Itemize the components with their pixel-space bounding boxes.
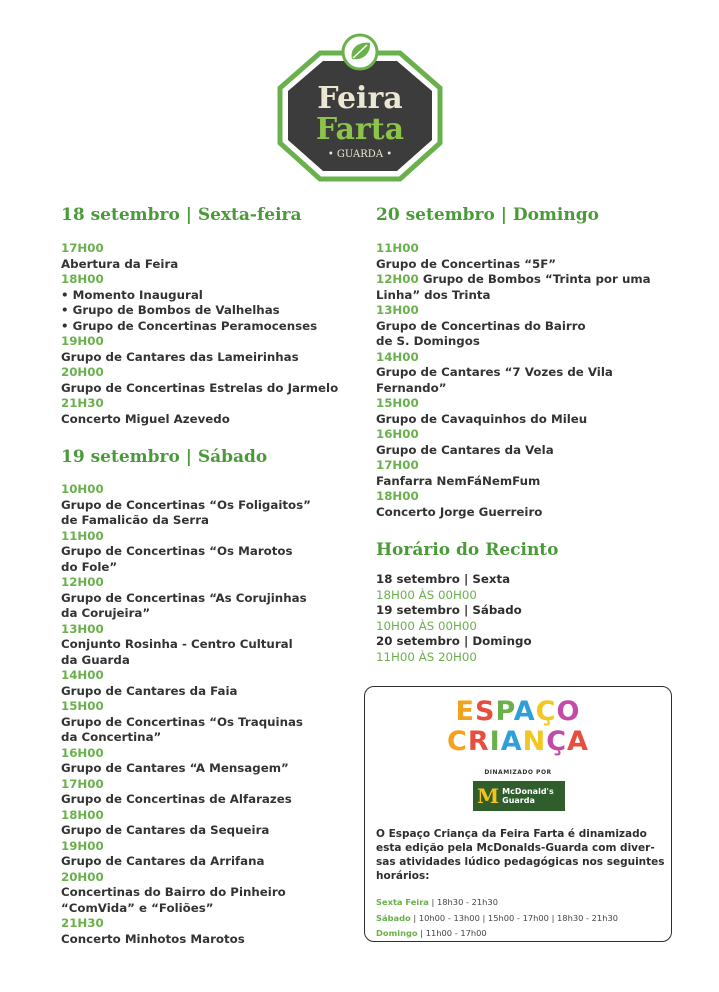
day-19-title: 19 setembro | Sábado xyxy=(61,447,268,467)
schedule-item xyxy=(61,808,351,839)
schedule-time: 20H00 xyxy=(61,869,104,884)
title-letter: A xyxy=(513,696,536,727)
schedule-time: 21H30 xyxy=(61,396,104,410)
espaco-hours-row xyxy=(376,895,671,911)
venue-hours-list xyxy=(376,572,676,665)
schedule-act: da Concertina” xyxy=(61,730,162,744)
schedule-act: do Fole” xyxy=(61,559,118,574)
venue-hours-item xyxy=(376,603,676,634)
logo-word-feira: Feira xyxy=(317,81,403,116)
schedule-item xyxy=(61,777,351,808)
schedule-time: 15H00 xyxy=(376,396,419,410)
schedule-time: 16H00 xyxy=(376,427,419,441)
day-19-section xyxy=(61,446,351,947)
espaco-hours-times: | 10h00 - 13h00 | 15h00 - 17h00 | 18h30 - 21h30 xyxy=(410,912,619,923)
schedule-act: de S. Domingos xyxy=(376,334,480,348)
title-letter: P xyxy=(495,696,514,727)
espaco-hours-day: Sábado xyxy=(376,912,411,923)
espaco-hours xyxy=(376,895,671,942)
schedule-act: Grupo de Cantares das Lameirinhas xyxy=(61,349,299,364)
day-18-section xyxy=(61,204,351,427)
schedule-act: • Grupo de Concertinas Peramocenses xyxy=(61,318,318,333)
schedule-act: Grupo de Concertinas “Os Marotos xyxy=(61,544,293,558)
mcdonalds-arches-icon: M xyxy=(477,784,500,808)
schedule-time: 20H00 xyxy=(61,365,104,379)
schedule-act: Grupo de Cantares “7 Vozes de Vila xyxy=(376,365,613,379)
sponsor-name-line1: McDonald's xyxy=(502,787,554,796)
description-line: O Espaço Criança da Feira Farta é dinamizado xyxy=(376,828,647,840)
title-letter: Ç xyxy=(535,696,557,727)
schedule-item xyxy=(61,839,351,870)
schedule-act: Grupo de Concertinas “Os Traquinas xyxy=(61,714,303,729)
schedule-time: 18H00 xyxy=(61,272,104,286)
title-letter: A xyxy=(567,726,589,757)
venue-day: 18 setembro | Sexta xyxy=(376,572,511,586)
schedule-item xyxy=(61,529,351,576)
schedule-act: “ComVida” e “Foliões” xyxy=(61,900,214,915)
schedule-time: 10H00 xyxy=(61,482,104,496)
schedule-act: Grupo de Cantares da Vela xyxy=(376,442,554,457)
schedule-item xyxy=(376,427,676,458)
schedule-act: Fanfarra NemFáNemFum xyxy=(376,473,541,488)
schedule-act: da Guarda xyxy=(61,652,130,667)
schedule-act: Concertinas do Bairro do Pinheiro xyxy=(61,885,286,899)
schedule-time: 15H00 xyxy=(61,699,104,713)
schedule-item xyxy=(61,241,351,272)
schedule-act: Abertura da Feira xyxy=(61,256,179,271)
schedule-time: 14H00 xyxy=(61,668,104,682)
schedule-item xyxy=(376,458,676,489)
day-20-title: 20 setembro | Domingo xyxy=(376,205,599,225)
schedule-act: da Corujeira” xyxy=(61,606,151,620)
logo-word-guarda: • GUARDA • xyxy=(327,149,393,160)
schedule-act: Grupo de Concertinas de Alfarazes xyxy=(61,792,292,806)
schedule-act: de Famalicão da Serra xyxy=(61,513,209,527)
title-letter: I xyxy=(489,726,501,757)
espaco-hours-row xyxy=(376,911,671,927)
day-20-schedule xyxy=(376,241,676,520)
espaco-hours-day: Domingo xyxy=(376,928,418,938)
venue-hours: 10H00 ÀS 00H00 xyxy=(376,618,477,633)
venue-hours-section xyxy=(376,539,676,665)
schedule-item xyxy=(376,241,676,272)
title-letter: Ç xyxy=(546,726,568,757)
schedule-act: Grupo de Concertinas do Bairro xyxy=(376,318,586,333)
schedule-time: 13H00 xyxy=(61,621,104,636)
schedule-act: Grupo de Cantares “A Mensagem” xyxy=(61,761,289,775)
espaco-hours-times: | 18h30 - 21h30 xyxy=(428,897,498,907)
schedule-act: Grupo de Cavaquinhos do Mileu xyxy=(376,411,588,426)
schedule-act: Concerto Minhotos Marotos xyxy=(61,931,245,946)
venue-hours-item xyxy=(376,634,676,665)
schedule-act: Grupo de Cantares da Sequeira xyxy=(61,823,270,837)
espaco-crianca-title xyxy=(365,697,671,757)
schedule-time: 12H00 xyxy=(376,272,419,286)
sponsored-by-label: DINAMIZADO POR xyxy=(484,769,552,776)
schedule-time: 11H00 xyxy=(376,241,419,255)
schedule-time: 17H00 xyxy=(61,776,104,791)
venue-day: 19 setembro | Sábado xyxy=(376,603,522,617)
description-line: sas atividades lúdico pedagógicas nos seguintes xyxy=(376,856,665,868)
schedule-act: Grupo de Cantares da Faia xyxy=(61,683,238,698)
schedule-time: 14H00 xyxy=(376,349,419,364)
schedule-time: 17H00 xyxy=(61,241,104,255)
schedule-time: 21H30 xyxy=(61,916,104,930)
schedule-time: 17H00 xyxy=(376,458,419,472)
mcdonalds-guarda-logo xyxy=(473,781,565,811)
espaco-hours-day: Sexta Feira xyxy=(376,897,429,907)
day-18-title: 18 setembro | Sexta-feira xyxy=(61,205,302,225)
schedule-item xyxy=(61,272,351,334)
venue-day: 20 setembro | Domingo xyxy=(376,634,532,648)
schedule-time: 19H00 xyxy=(61,334,104,348)
schedule-time: 19H00 xyxy=(61,838,104,853)
schedule-act: Conjunto Rosinha - Centro Cultural xyxy=(61,637,293,651)
schedule-item xyxy=(61,870,351,917)
logo-graphic xyxy=(275,33,445,183)
schedule-time: 18H00 xyxy=(376,489,419,503)
espaco-description xyxy=(376,827,666,883)
schedule-item xyxy=(61,575,351,622)
schedule-time: 13H00 xyxy=(376,303,419,317)
sponsor-name xyxy=(502,787,554,805)
day-18-schedule xyxy=(61,241,351,427)
schedule-item xyxy=(376,272,676,303)
schedule-item xyxy=(61,668,351,699)
schedule-act: Grupo de Concertinas “As Corujinhas xyxy=(61,590,307,605)
sponsor-name-line2: Guarda xyxy=(502,796,535,805)
feira-farta-logo xyxy=(275,33,445,183)
schedule-item xyxy=(61,365,351,396)
schedule-act: Grupo de Concertinas “Os Foligaitos” xyxy=(61,497,311,512)
schedule-time: 11H00 xyxy=(61,528,104,543)
schedule-act: Grupo de Concertinas Estrelas do Jarmelo xyxy=(61,380,339,395)
schedule-act: • Grupo de Bombos de Valhelhas xyxy=(61,303,280,317)
description-line: horários: xyxy=(376,870,430,882)
title-letter: A xyxy=(500,726,523,757)
espaco-hours-row xyxy=(376,926,671,942)
venue-hours-item xyxy=(376,572,676,603)
schedule-act: Linha” dos Trinta xyxy=(376,287,491,302)
schedule-item xyxy=(376,489,676,520)
crianca-word xyxy=(365,727,671,757)
title-letter: C xyxy=(447,726,468,757)
espaco-hours-times: | 11h00 - 17h00 xyxy=(417,928,487,938)
venue-hours-title: Horário do Recinto xyxy=(376,540,559,560)
day-19-schedule xyxy=(61,482,351,947)
title-letter: O xyxy=(556,696,581,727)
schedule-item xyxy=(61,699,351,746)
espaco-word xyxy=(365,697,671,727)
description-line: esta edição pela McDonalds-Guarda com diver- xyxy=(376,842,655,854)
schedule-act: Concerto Miguel Azevedo xyxy=(61,411,230,426)
schedule-act: Grupo de Bombos “Trinta por uma xyxy=(418,272,651,286)
schedule-item xyxy=(61,482,351,529)
schedule-item xyxy=(61,746,351,777)
title-letter: R xyxy=(467,726,490,757)
schedule-act: Grupo de Concertinas “5F” xyxy=(376,256,557,271)
schedule-act: Grupo de Cantares da Arrifana xyxy=(61,854,265,868)
espaco-crianca-box xyxy=(364,686,672,942)
schedule-item xyxy=(376,303,676,350)
schedule-item xyxy=(376,350,676,397)
schedule-item xyxy=(61,334,351,365)
schedule-act: Concerto Jorge Guerreiro xyxy=(376,504,543,519)
title-letter: N xyxy=(522,726,547,757)
schedule-time: 18H00 xyxy=(61,807,104,822)
schedule-item xyxy=(61,916,351,947)
schedule-item xyxy=(61,396,351,427)
schedule-time: 12H00 xyxy=(61,575,104,589)
title-letter: E xyxy=(455,696,475,727)
schedule-time: 16H00 xyxy=(61,745,104,760)
schedule-inline-row xyxy=(376,272,676,288)
schedule-item xyxy=(61,622,351,669)
venue-hours: 18H00 ÀS 00H00 xyxy=(376,587,477,602)
schedule-item xyxy=(376,396,676,427)
logo-word-farta: Farta xyxy=(315,112,405,147)
venue-hours: 11H00 ÀS 20H00 xyxy=(376,649,477,664)
title-letter: S xyxy=(475,696,496,727)
schedule-act: • Momento Inaugural xyxy=(61,287,203,302)
day-20-section xyxy=(376,204,676,520)
schedule-act: Fernando” xyxy=(376,380,447,395)
